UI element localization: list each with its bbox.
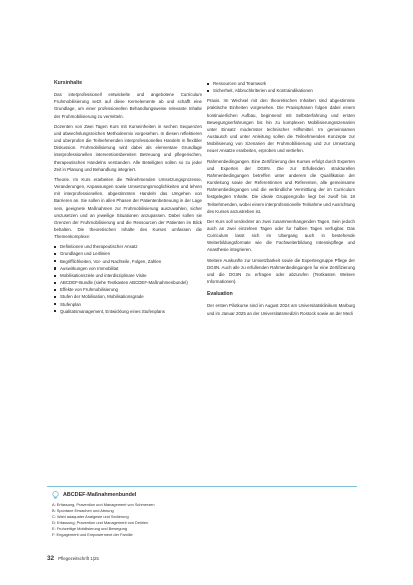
paragraph: Weitere Auskunfte zur Umsetzbarkeit sowie die Expertengruppe Pflege der DGIIN. Auch alle zu erfullenden Rahmenbedingungen fur eine Zertifizierung und die DGIIN zu erfragen oder abzurufen (Textkasten Weitere Informationen). [207, 257, 355, 285]
list-item: ABCDEF-Bundle (siehe Textkasten ABCDEF-Maßnahmenbundel) [54, 279, 202, 286]
lightbulb-icon [52, 491, 59, 499]
box-item: E: Fruhzeitige Mobilisierung und Bewegung [52, 526, 128, 532]
box-item: C: Wahl adaquater Analgesie und Sedierung [52, 514, 129, 520]
section-heading-kursinhalte: Kursinhalte [54, 80, 83, 86]
info-box-title: ABCDEF-Maßnahmenbundel [63, 492, 137, 498]
box-item: D: Erfassung, Pravention und Management von Delirien [52, 520, 149, 526]
info-box-items [52, 502, 357, 539]
section-heading-evaluation: Evaluation [207, 291, 233, 298]
list-item: Qualitatsmanagement, Entwicklung eines Stufenplans [54, 308, 202, 315]
info-box [47, 486, 357, 543]
paragraph: Dozenten von Zwei Tagen Kurs mit Kurseinheiten in sechen Sequenzen und abwechslungsreichen Methodenmix vorgesehen. In diesen reflektieren und uberprufen die Teilnehmenden interprofessionelles Handeln in flexibler Diskussion. Fruhmobilisierung wird dabei als elementare Grundlage interprofessionellen interventionsbereiten Betreuung und pflegerischen, therapeutischen Handelns verstanden. Alle Beteiligten sollen so zu jeder Zeit in Planung und Behandlung integriert. [54, 123, 202, 172]
topic-list [54, 243, 202, 315]
list-item: Auswirkungen von Immobilitat [54, 265, 202, 272]
publication-name: Pflegezeitschrift 1|25 [58, 556, 99, 561]
paragraph: Praxis. Im Wechsel mit den theoretischen Inhalten sind abgestimmte praktische Einheiten vorgesehen. Die Praxisphasen folgen dabei einem kontinuierlichen Aufbau, beginnend mit Selbsterfahrung und ersten Bewegungserfahrungen bis hin zu komplexen Mobilisierungsszenarien unter Einsatz modernster technischer Hilfsmittel. Im gemeinsamen Austausch und unter Anleitung sollen die Teilnehmenden Konzepte zur Mobilisierung von Szenarien der Fruhmobilisierung und zur Umsetzung neuer Ansatze erarbeiten, erproben und vertiefen. [207, 98, 355, 154]
list-item: Effekte von Fruhmobilisierung [54, 286, 202, 293]
page-number: 32 [47, 555, 55, 562]
paragraph: Rahmenbedingungen. Eine Zertifizierung des Kurses erfolgt durch Experten und Experten der DGIIN. Die zur Erfullenden strukturellen Rahmenbedingungen betreffen unter anderem die Qualifikation der Kursleitung sowie der Referentinnen und Referenten, alle gemeinsame Rahmenbedingungen und die verbindliche Vermittlung der im Curriculum festgelegten Inhalte. Die ideale Gruppengroße liegt bei zwolf bis 18 Teilnehmenden, wobei einem interprofessionelle Teilnahme und Ausrichtung des Kurses anzustreben ist. [207, 158, 355, 214]
list-item: Definitionen und therapeutischer Ansatz [54, 243, 202, 250]
left-column [54, 80, 202, 318]
list-item: Begrifflichkeiten, Vor- und Nachteile, Folgen, Zahlen [54, 258, 202, 265]
topic-list-continued [207, 80, 355, 94]
box-item: A: Erfassung, Pravention und Management von Schmerzen [52, 502, 155, 507]
list-item: Grundlagen und Leitlinien [54, 250, 202, 257]
paragraph: Das interprofessionell entwickelte und angebotene Curriculum Fruhmobilisierung setzt auf diese Kernelemente ab und schafft eine Grundlage, um einer professionellen Behandlungsweise relevante Inhalte der Fruhmobilisierung zu vermitteln. [54, 92, 202, 119]
right-column [207, 80, 355, 320]
page-footer [47, 555, 99, 562]
box-item: B: Spontane Erwachen und Atmung [52, 508, 114, 514]
paragraph: Der Kurs soll verdeckter an zwei zusammenhangenden Tagen. Sein jedoch auch an zwei einzelnen Tagen oder fur halben Tagen verfugbar. Das Curriculum lasst sich im Ubergang auch in bestehende Weiterbildungsformate wie die Fachweiterbildung Intensivpflege und Anasthesie integrieren. [207, 218, 355, 253]
paragraph: Theorie. Im Kurs erarbeiten die Teilnehmenden Umsetzungsprozesse, Veranderungen, Anpassungen sowie Umsetzungsmoglichkeiten und lehren mit interprofessionellen, abgestimmten Handeln das Umgehen von Barrieren an. Sie sollen in allen Phasen der Patientenbetreuung in der Lage sein, geeignete Maßnahmen zur Fruhmobilisierung auszuwahlen, sicher umzusetzen und an jeweilige Situationen anzupassen. Dabei sollen sie Grenzen der Fruhmobilisierung und die Ressourcen der Patienten im Blick behalten. Die theoretischen Inhalte des Kurses umfassen die Themenkomplexe: [54, 176, 202, 240]
box-item: F: Engagement und Empowerment der Familie [52, 532, 133, 538]
info-box-header [52, 491, 357, 499]
list-item: Mobilisationsziele und interdisziplinare Visite [54, 272, 202, 279]
list-item: Sicherheit, Abbruchkriterien und Kontraindikationen [207, 87, 355, 94]
list-item: Stufenplan [54, 301, 202, 308]
paragraph: Der ersten Pilotkurse sind im August 2024 am Universitatsklinikum Marburg und im Januar 2025 an der Universitatsmedizin Rostock sowie an der Medi [207, 303, 355, 316]
list-item: Stufen der Mobilisation, Mobilisationsgrade [54, 293, 202, 300]
list-item: Ressourcen und Teamwork [207, 80, 355, 87]
